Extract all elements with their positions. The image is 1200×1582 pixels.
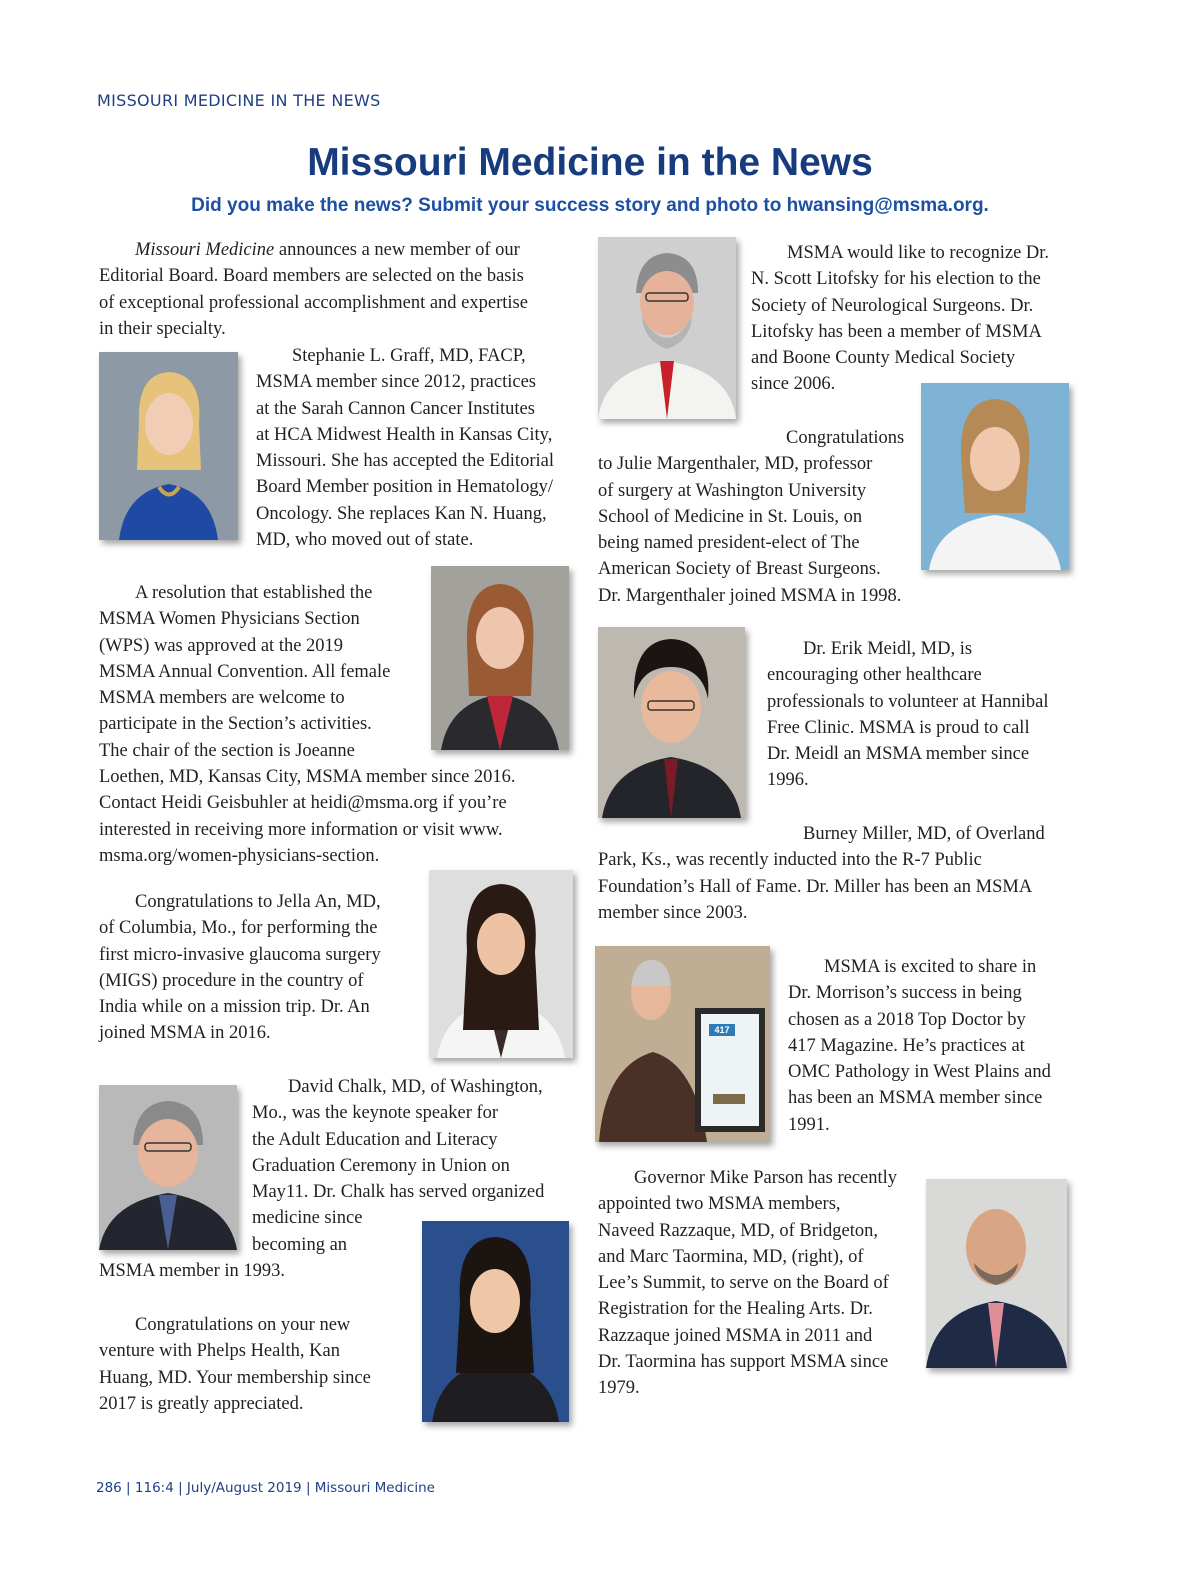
journal-name: Missouri Medicine [135,240,275,260]
meidl-line: Dr. Meidl an MSMA member since [767,744,1030,765]
meidl-line: encouraging other healthcare [767,665,982,686]
margenthaler-line: Congratulations [786,428,905,448]
graff-line: at HCA Midwest Health in Kansas City, [256,424,553,445]
huang-line: venture with Phelps Health, Kan [99,1341,340,1362]
litofsky-paragraph [751,240,1049,398]
meidl-line: 1996. [767,770,809,791]
miller-line: Burney Miller, MD, of Overland [803,824,1045,844]
intro-line: Editorial Board. Board members are selected on the basis [99,266,524,287]
morrison-line: OMC Pathology in West Plains and [788,1062,1051,1083]
morrison-line: Dr. Morrison’s success in being [788,983,1022,1004]
intro-line: in their specialty. [99,318,226,339]
an-line: India while on a mission trip. Dr. An [99,997,370,1018]
morrison-line: MSMA is excited to share in [824,957,1037,977]
page-title: Missouri Medicine in the News [307,141,873,184]
photo-erik-meidl [598,627,745,818]
page-footer: 286 | 116:4 | July/August 2019 | Missouri Medicine [96,1480,435,1496]
chalk-line: becoming an [252,1234,348,1255]
photo-dr-morrison-with-award [595,946,770,1142]
award-plaque-label: 417 [714,1025,730,1035]
litofsky-line: since 2006. [751,374,836,395]
wps-paragraph [99,580,516,869]
an-line: first micro-invasive glaucoma surgery [99,944,381,965]
chalk-line: May11. Dr. Chalk has served organized [252,1182,545,1203]
morrison-line: has been an MSMA member since [788,1088,1043,1109]
parson-line: Governor Mike Parson has recently [634,1168,898,1188]
parson-paragraph [598,1165,897,1402]
parson-line: and Marc Taormina, MD, (right), of [598,1246,864,1267]
wps-line: participate in the Section’s activities. [99,714,372,735]
margenthaler-line: American Society of Breast Surgeons. [598,559,881,580]
chalk-paragraph-end [99,1258,285,1284]
graff-line: Stephanie L. Graff, MD, FACP, [292,346,526,366]
meidl-paragraph [767,636,1049,794]
wps-line: interested in receiving more information or visit www. [99,819,503,840]
parson-line: 1979. [598,1378,640,1399]
margenthaler-line: Dr. Margenthaler joined MSMA in 1998. [598,585,902,606]
morrison-line: 1991. [788,1114,830,1135]
wps-line: (WPS) was approved at the 2019 [99,635,344,656]
page-subtitle: Did you make the news? Submit your success story and photo to hwansing@msma.org. [191,195,989,216]
huang-line: Huang, MD. Your membership since [99,1367,371,1388]
miller-line: member since 2003. [598,902,748,923]
wps-line: MSMA Annual Convention. All female [99,661,391,682]
an-paragraph [99,889,381,1047]
graff-line: MD, who moved out of state. [256,530,474,551]
an-line: Congratulations to Jella An, MD, [135,892,381,912]
graff-line: Oncology. She replaces Kan N. Huang, [256,503,547,524]
an-line: (MIGS) procedure in the country of [99,970,364,991]
photo-julie-margenthaler [921,383,1069,570]
chalk-line: Graduation Ceremony in Union on [252,1155,510,1176]
huang-line: Congratulations on your new [135,1315,351,1335]
an-line: joined MSMA in 2016. [99,1023,271,1044]
parson-line: Dr. Taormina has support MSMA since [598,1352,889,1373]
miller-line: Park, Ks., was recently inducted into the R-7 Public [598,850,982,871]
morrison-line: 417 Magazine. He’s practices at [788,1035,1025,1056]
an-line: of Columbia, Mo., for performing the [99,918,378,939]
margenthaler-line: School of Medicine in St. Louis, on [598,506,863,527]
margenthaler-paragraph [598,425,904,609]
graff-line: Board Member position in Hematology/ [256,477,553,498]
miller-paragraph [598,821,1045,926]
chalk-line: MSMA member in 1993. [99,1261,286,1281]
miller-line: Foundation’s Hall of Fame. Dr. Miller has been an MSMA [598,876,1033,897]
wps-line: Contact Heidi Geisbuhler at heidi@msma.org if you’re [99,793,507,814]
photo-jella-an [429,870,573,1058]
chalk-line: the Adult Education and Literacy [252,1129,498,1150]
graff-paragraph [256,343,554,553]
morrison-paragraph [788,954,1051,1138]
parson-line: appointed two MSMA members, [598,1194,841,1215]
chalk-line: medicine since [252,1208,363,1229]
chalk-line: David Chalk, MD, of Washington, [288,1077,543,1097]
litofsky-line: Society of Neurological Surgeons. Dr. [751,295,1034,316]
section-kicker: MISSOURI MEDICINE IN THE NEWS [97,91,381,110]
litofsky-line: and Boone County Medical Society [751,348,1016,369]
parson-line: Naveed Razzaque, MD, of Bridgeton, [598,1220,878,1241]
intro-line: announces a new member of our [274,240,520,260]
intro-line: of exceptional professional accomplishment and expertise [99,292,528,313]
parson-line: Registration for the Healing Arts. Dr. [598,1299,873,1320]
huang-line: 2017 is greatly appreciated. [99,1393,304,1414]
wps-line: Loethen, MD, Kansas City, MSMA member since 2016. [99,767,516,788]
morrison-line: chosen as a 2018 Top Doctor by [788,1009,1026,1030]
meidl-line: professionals to volunteer at Hannibal [767,691,1049,712]
huang-paragraph [99,1312,371,1417]
meidl-line: Dr. Erik Meidl, MD, is [803,639,973,659]
chalk-line: Mo., was the keynote speaker for [252,1103,499,1124]
margenthaler-line: to Julie Margenthaler, MD, professor [598,454,873,475]
photo-kan-huang [422,1221,569,1422]
wps-line: MSMA Women Physicians Section [99,609,360,630]
litofsky-line: MSMA would like to recognize Dr. [787,243,1050,263]
graff-line: Missouri. She has accepted the Editorial [256,451,554,472]
photo-marc-taormina [926,1179,1067,1368]
parson-line: Razzaque joined MSMA in 2011 and [598,1325,873,1346]
graff-line: MSMA member since 2012, practices [256,372,537,393]
margenthaler-line: being named president-elect of The [598,533,860,554]
graff-line: at the Sarah Cannon Cancer Institutes [256,398,535,419]
margenthaler-line: of surgery at Washington University [598,480,867,501]
meidl-line: Free Clinic. MSMA is proud to call [767,717,1030,738]
litofsky-line: Litofsky has been a member of MSMA [751,321,1042,342]
parson-line: Lee’s Summit, to serve on the Board of [598,1273,889,1294]
photo-stephanie-graff [99,352,238,540]
photo-scott-litofsky [598,237,736,419]
wps-line: The chair of the section is Joeanne [99,740,355,761]
litofsky-line: N. Scott Litofsky for his election to the [751,269,1041,290]
wps-line: A resolution that established the [135,583,373,603]
wps-line: msma.org/women-physicians-section. [99,845,380,866]
wps-line: MSMA members are welcome to [99,688,345,709]
photo-david-chalk [99,1085,237,1250]
intro-paragraph [99,237,528,342]
